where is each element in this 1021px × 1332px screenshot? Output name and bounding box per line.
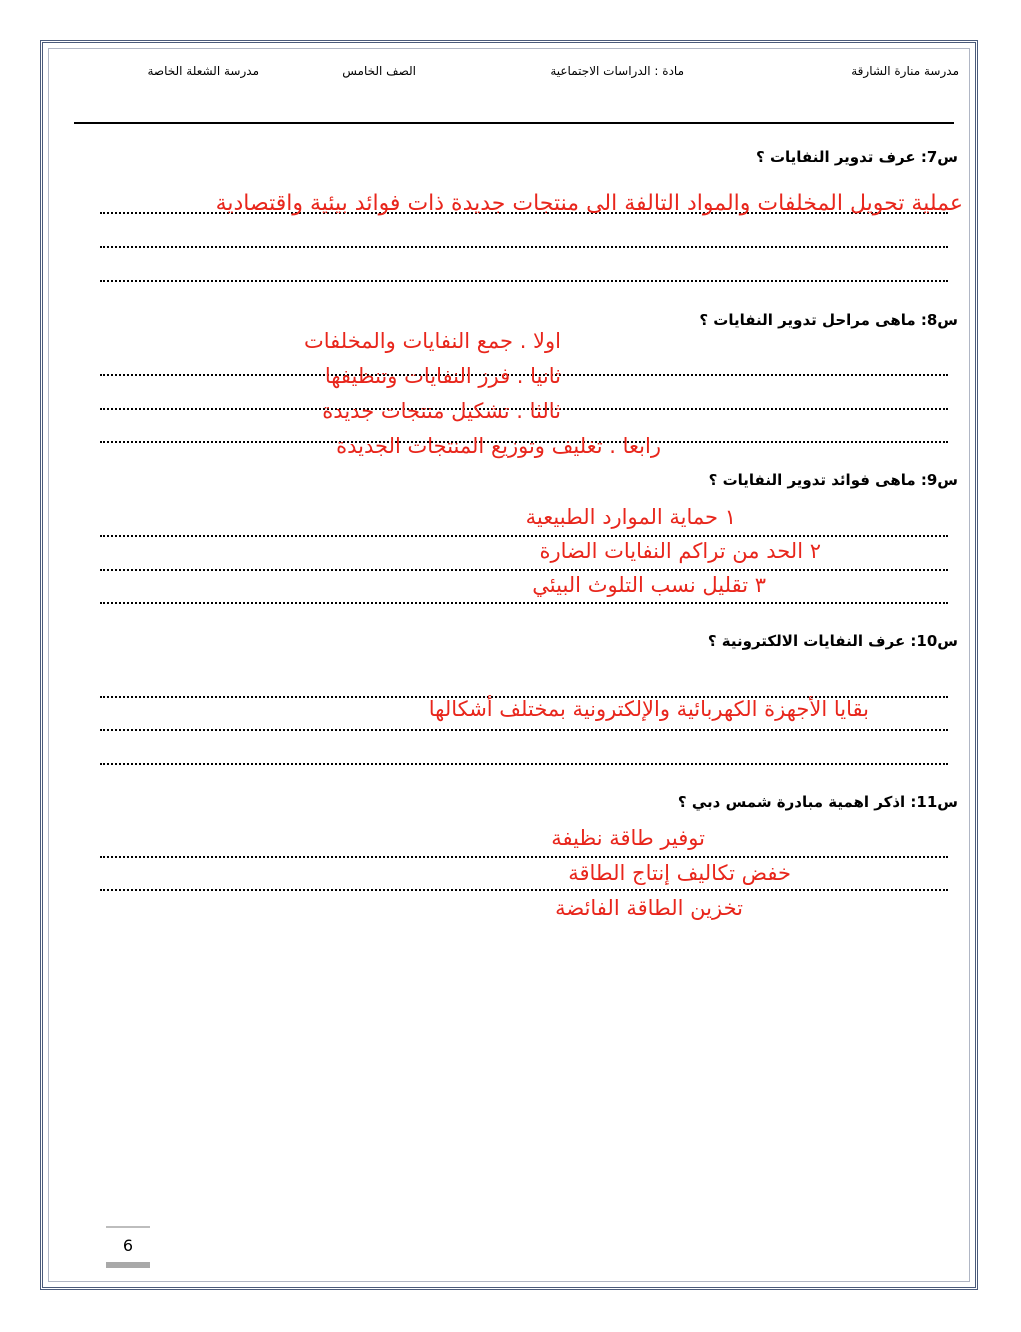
question-10: س10: عرف النفايات الالكترونية ؟ [707,632,958,650]
answer-8-2: ثانيا . فرز النفايات وتنظيفها [324,364,561,388]
answer-8-3: ثالثا . تشكيل منتجات جديدة [322,399,561,423]
answer-line [100,856,948,858]
answer-line [100,246,948,248]
page-number-rule [106,1226,150,1228]
header-school-left: مدرسة الشعلة الخاصة [147,64,259,78]
answer-line [100,569,948,571]
header-grade: الصف الخامس [342,64,416,78]
answer-line [100,602,948,604]
answer-9-1: ١ حماية الموارد الطبيعية [525,505,736,529]
answer-10: بقايا الأجهزة الكهربائية والإلكترونية بمختلف أشكالها [428,697,869,721]
answer-line [100,889,948,891]
answer-8-1: اولا . جمع النفايات والمخلفات [303,329,561,353]
question-8: س8: ماهى مراحل تدوير النفايات ؟ [699,311,958,329]
header-school-right: مدرسة منارة الشارقة [851,64,959,78]
answer-line [100,729,948,731]
answer-9-3: ٣ تقليل نسب التلوث البيئي [532,573,766,597]
answer-line [100,535,948,537]
answer-8-4: رابعا . تغليف وتوزيع المنتجات الجديدة [336,434,661,458]
answer-11-2: خفض تكاليف إنتاج الطاقة [568,861,791,885]
page-border-inner [48,48,970,1282]
answer-11-1: توفير طاقة نظيفة [551,826,705,850]
answer-line [100,763,948,765]
header-subject: مادة : الدراسات الاجتماعية [550,64,684,78]
page-number: 6 [122,1236,134,1255]
answer-line [100,280,948,282]
question-9: س9: ماهى فوائد تدوير النفايات ؟ [708,471,958,489]
answer-11-3: تخزين الطاقة الفائضة [555,896,743,920]
answer-7: عملية تحويل المخلفات والمواد التالفة الى منتجات جديدة ذات فوائد بيئية واقتصادية [215,191,963,216]
page-number-bar [106,1262,150,1268]
header-rule [74,122,954,124]
question-7: س7: عرف تدوير النفايات ؟ [756,148,958,166]
question-11: س11: اذكر اهمية مبادرة شمس دبي ؟ [677,793,958,811]
answer-9-2: ٢ الحد من تراكم النفايات الضارة [539,539,821,563]
